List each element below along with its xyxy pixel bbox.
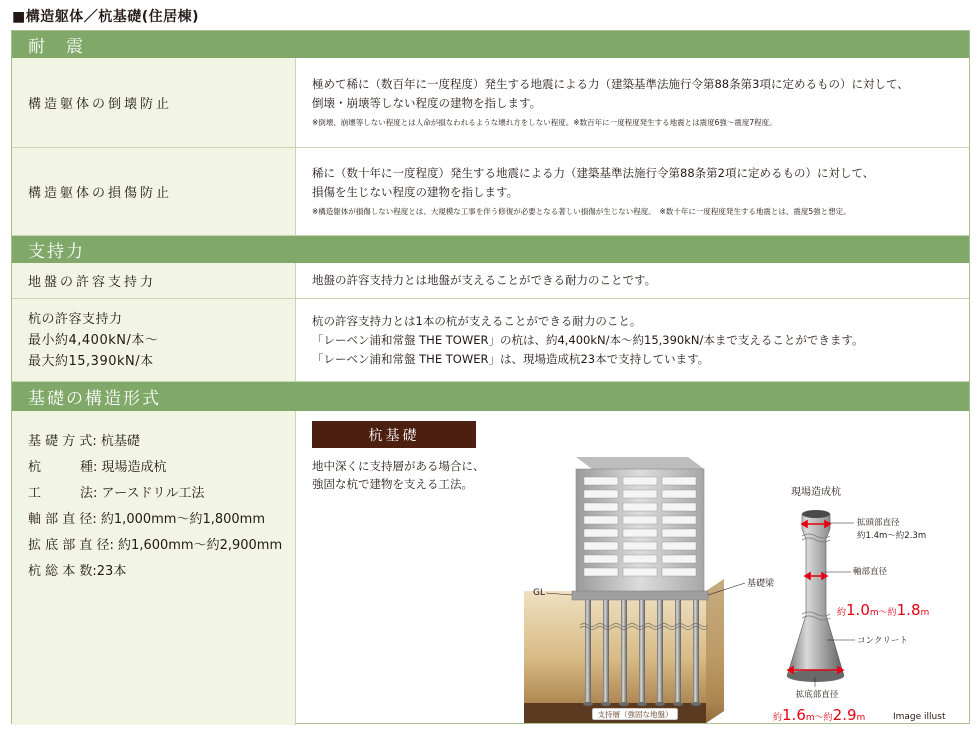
base-min: 1.6 [782, 706, 806, 723]
desc-line: 杭の許容支持力とは1本の杭が支えることができる耐力のこと。 [312, 313, 642, 328]
concrete-label: コンクリート [857, 636, 908, 646]
base-diameter-value [773, 706, 865, 723]
row-label: 構造躯体の損傷防止 [12, 148, 296, 235]
pile-detail-title: 現場造成杭 [791, 487, 841, 498]
base-unit-1: m～約 [805, 713, 833, 723]
table-row [12, 299, 969, 382]
shaft-max: 1.8 [896, 601, 921, 619]
label-line: 杭の許容支持力 [28, 311, 123, 327]
section-header-shiji: 支持力 [12, 236, 969, 263]
head-diameter-value: 約1.4m～約2.3m [857, 531, 927, 541]
foundation-spec-list [12, 411, 296, 725]
row-label: 地盤の許容支持力 [12, 263, 296, 298]
spec-table [11, 30, 970, 724]
desc-line: 損傷を生じない程度の建物を指します。 [312, 184, 519, 199]
section-header-kiso: 基礎の構造形式 [12, 382, 969, 411]
row-label: 構造躯体の倒壊防止 [12, 58, 296, 147]
pile-foundation-diagram [296, 411, 969, 723]
shaft-unit-1: m～約 [869, 608, 897, 618]
label-line: 最大約15,390kN/本 [28, 353, 154, 369]
base-unit-2: m [856, 713, 866, 723]
page-title: ■構造躯体／杭基礎(住居棟) [12, 9, 200, 25]
building-illustration [572, 457, 708, 600]
label-line: 最小約4,400kN/本～ [28, 332, 159, 348]
section-header-taishin: 耐 震 [12, 31, 969, 58]
base-max: 2.9 [832, 706, 857, 723]
desc-note: ※構造躯体が損傷しない程度とは、大規模な工事を伴う修復が必要となる著しい損傷が生じない程度。 ※数十年に一度程度発生する地震とは、震度5強と想定。 [312, 206, 851, 216]
support-layer-text: 支持層（強固な地盤） [597, 710, 673, 719]
desc-line: 極めて稀に（数百年に一度程度）発生する地震による力（建築基準法施行令第88条第3項に定めるもの）に対して、 [312, 76, 909, 91]
foundation-beam-label: 基礎梁 [747, 579, 775, 589]
spec-item: 拡 底 部 直 径: 約1,600mm～約2,900mm [28, 538, 283, 553]
head-diameter-label: 拡頭部直径 [857, 518, 900, 528]
table-row [12, 58, 969, 148]
desc-note: ※倒壊、崩壊等しない程度とは人命が損なわれるような壊れ方をしない程度。※数百年に一度程度発生する地震とは震度6強～震度7程度。 [312, 117, 777, 127]
base-approx-1: 約 [773, 713, 783, 723]
gl-label: GL [533, 588, 545, 598]
row-description [296, 299, 969, 381]
shaft-diameter-value [837, 601, 929, 619]
support-layer-label [592, 708, 678, 720]
desc-line: 稀に（数十年に一度程度）発生する地震による力（建築基準法施行令第88条第2項に定めるもの）に対して、 [312, 165, 875, 180]
spec-item: 杭 総 本 数:23本 [28, 564, 127, 579]
desc-line: 「レーベン浦和常盤 THE TOWER」は、現場造成杭23本で支持しています。 [312, 351, 710, 366]
image-illust-caption: Image illust [893, 712, 946, 722]
desc-line: 「レーベン浦和常盤 THE TOWER」の杭は、約4,400kN/本～約15,390kN/本まで支えることができます。 [312, 332, 864, 347]
table-row [12, 148, 969, 236]
spec-item: 軸 部 直 径: 約1,000mm～約1,800mm [28, 512, 265, 527]
spec-item: 基 礎 方 式: 杭基礎 [28, 434, 140, 449]
spec-item: 工 法: アースドリル工法 [28, 486, 205, 501]
pile-detail-illustration [773, 485, 946, 723]
row-description [296, 148, 969, 235]
table-row [12, 263, 969, 299]
pile-foundation-badge: 杭基礎 [312, 421, 476, 448]
shaft-diameter-label: 軸部直径 [853, 567, 888, 577]
base-diameter-label: 拡底部直径 [795, 690, 839, 700]
desc-line: 強固な杭で建物を支える工法。 [312, 477, 473, 491]
row-label [12, 299, 296, 381]
desc-line: 倒壊・崩壊等しない程度の建物を指します。 [312, 95, 542, 110]
shaft-min: 1.0 [846, 601, 870, 619]
row-description [296, 58, 969, 147]
desc-line: 地中深くに支持層がある場合に、 [312, 459, 485, 473]
shaft-unit-2: m [920, 608, 930, 618]
desc-line: 地盤の許容支持力とは地盤が支えることができる耐力のことです。 [312, 273, 657, 287]
foundation-illustration-panel [296, 411, 969, 723]
spec-item: 杭 種: 現場造成杭 [28, 460, 167, 475]
row-description [296, 263, 969, 298]
shaft-approx-1: 約 [837, 608, 847, 618]
